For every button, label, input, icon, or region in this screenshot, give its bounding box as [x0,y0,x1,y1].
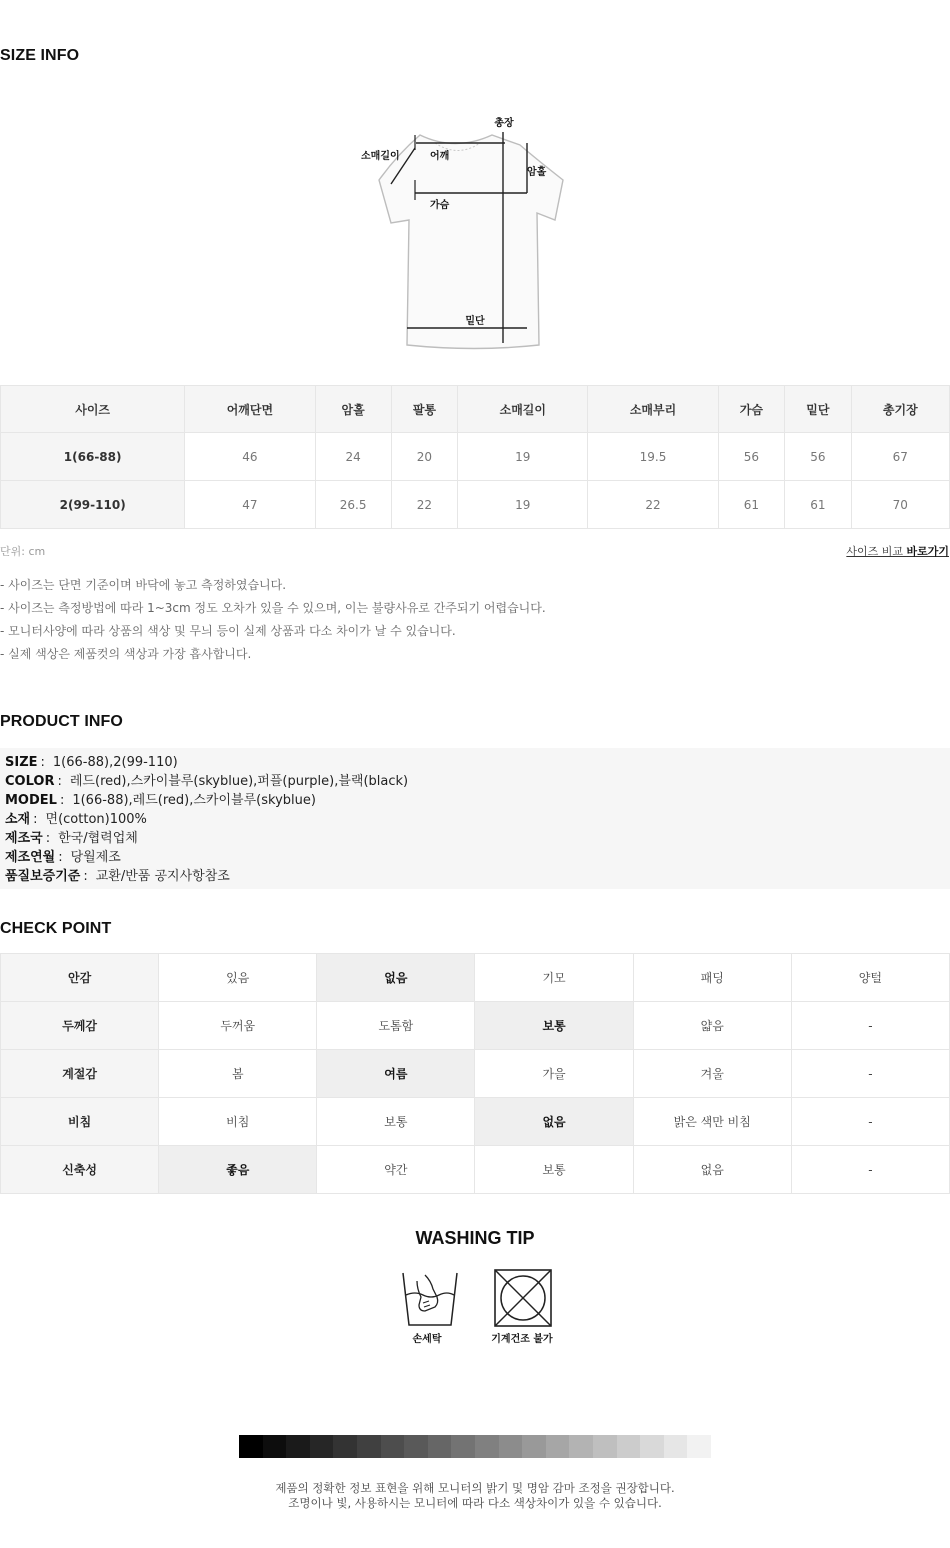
grayscale-swatch [475,1435,499,1458]
grayscale-swatch [664,1435,688,1458]
grayscale-swatch [499,1435,523,1458]
product-info-row [5,791,950,810]
check-option: 비침 [159,1098,317,1146]
check-option: - [791,1146,949,1194]
check-point-table [0,953,950,1194]
product-info-row [5,753,950,772]
check-option: 도톰함 [317,1002,475,1050]
note-item: - 모니터사양에 따라 상품의 색상 및 무늬 등이 실제 상품과 다소 차이가 날 수 있습니다. [0,624,456,638]
table-cell: 19 [458,433,588,481]
size-compare-prefix: 사이즈 비교 [846,545,903,558]
grayscale-swatch [569,1435,593,1458]
grayscale-swatch [593,1435,617,1458]
grayscale-swatch [617,1435,641,1458]
table-cell: 56 [785,433,851,481]
info-value: 1(66-88),2(99-110) [52,755,178,770]
info-label: COLOR [5,774,55,789]
table-cell: 70 [851,481,949,529]
grayscale-swatch [451,1435,475,1458]
size-label-cell: 1(66-88) [1,433,185,481]
check-row-head: 두께감 [1,1002,159,1050]
hand-wash-icon [395,1267,465,1329]
check-option: 없음 [475,1098,633,1146]
grayscale-swatch [310,1435,334,1458]
table-cell: 22 [391,481,457,529]
table-cell: 19.5 [588,433,718,481]
check-option: 봄 [159,1050,317,1098]
check-point-title: CHECK POINT [0,920,112,937]
table-cell: 67 [851,433,949,481]
info-value: 한국/협력업체 [58,831,138,846]
info-label: 품질보증기준 [5,869,81,884]
washing-tip-title: WASHING TIP [415,1228,535,1248]
check-row [1,1002,950,1050]
grayscale-swatch [333,1435,357,1458]
grayscale-swatch [428,1435,452,1458]
table-cell: 26.5 [315,481,391,529]
table-row [1,433,950,481]
info-separator: : [83,869,88,884]
info-separator: : [45,831,51,846]
product-info-row [5,772,950,791]
table-cell: 61 [785,481,851,529]
table-cell: 47 [185,481,315,529]
check-option: 기모 [475,954,633,1002]
product-info-row [5,810,950,829]
label-shoulder: 어깨 [430,151,450,162]
check-option: 패딩 [633,954,791,1002]
label-armhole: 암홀 [527,167,547,178]
size-info-title: SIZE INFO [0,47,80,64]
monitor-notice [0,1481,950,1511]
table-cell: 24 [315,433,391,481]
header-cell: 소매부리 [588,386,718,433]
label-chest: 가슴 [430,200,450,211]
check-option: 얇음 [633,1002,791,1050]
info-label: 소재 [5,812,31,827]
table-cell: 20 [391,433,457,481]
check-option: 약간 [317,1146,475,1194]
info-separator: : [40,755,45,770]
note-item: - 사이즈는 측정방법에 따라 1~3cm 정도 오차가 있을 수 있으며, 이는 불량사유로 간주되기 어렵습니다. [0,601,546,615]
info-label: 제조국 [5,831,43,846]
info-label: 제조연월 [5,850,56,865]
info-separator: : [33,812,38,827]
product-info-row [5,867,950,886]
product-info-box [0,748,950,889]
garment-measurement-diagram [355,110,575,355]
size-compare-go: 바로가기 [906,545,949,558]
info-label: SIZE [5,755,38,770]
header-cell: 어깨단면 [185,386,315,433]
table-row [1,481,950,529]
size-label-cell: 2(99-110) [1,481,185,529]
info-value: 1(66-88),레드(red),스카이블루(skyblue) [72,793,316,808]
header-cell: 팔통 [391,386,457,433]
product-info-row [5,848,950,867]
check-option: 없음 [317,954,475,1002]
label-sleeve-length: 소매길이 [361,151,400,162]
grayscale-calibration-strip [239,1435,711,1458]
header-cell: 소매길이 [458,386,588,433]
header-cell: 밑단 [785,386,851,433]
check-row-head: 안감 [1,954,159,1002]
grayscale-swatch [263,1435,287,1458]
check-row [1,1050,950,1098]
size-compare-link[interactable] [846,543,949,559]
info-separator: : [58,850,63,865]
product-info-row [5,829,950,848]
check-option: 보통 [475,1146,633,1194]
check-option: 양털 [791,954,949,1002]
unit-label: 단위: cm [0,545,46,558]
no-tumble-dry-label: 기계건조 불가 [491,1334,553,1345]
check-option: 여름 [317,1050,475,1098]
header-cell: 암홀 [315,386,391,433]
check-option: 겨울 [633,1050,791,1098]
info-separator: : [57,774,62,789]
check-row-head: 계절감 [1,1050,159,1098]
check-option: 보통 [317,1098,475,1146]
header-cell: 총기장 [851,386,949,433]
header-cell: 가슴 [718,386,784,433]
info-separator: : [59,793,65,808]
check-row [1,954,950,1002]
label-total-length: 총장 [494,118,514,129]
info-value: 당월제조 [70,850,121,865]
check-option: 밝은 색만 비침 [633,1098,791,1146]
hand-wash-label: 손세탁 [412,1334,442,1345]
table-cell: 19 [458,481,588,529]
check-option: - [791,1050,949,1098]
header-cell: 사이즈 [1,386,185,433]
check-option: 두꺼움 [159,1002,317,1050]
product-info-title: PRODUCT INFO [0,713,123,730]
size-table [0,385,950,529]
table-cell: 56 [718,433,784,481]
grayscale-swatch [286,1435,310,1458]
grayscale-swatch [404,1435,428,1458]
grayscale-swatch [381,1435,405,1458]
size-table-header [1,386,950,433]
info-value: 면(cotton)100% [45,812,147,827]
grayscale-swatch [546,1435,570,1458]
grayscale-swatch [687,1435,711,1458]
check-row-head: 신축성 [1,1146,159,1194]
check-option: 보통 [475,1002,633,1050]
check-row-head: 비침 [1,1098,159,1146]
note-item: - 실제 색상은 제품컷의 색상과 가장 흡사합니다. [0,647,252,661]
monitor-notice-line1: 제품의 정확한 정보 표현을 위해 모니터의 밝기 및 명암 감마 조정을 권장합니다. [275,1481,675,1495]
check-option: 가을 [475,1050,633,1098]
info-value: 교환/반품 공지사항참조 [95,869,230,884]
info-label: MODEL [5,793,57,808]
check-row [1,1098,950,1146]
check-option: 있음 [159,954,317,1002]
no-tumble-dry-icon [488,1267,558,1329]
monitor-notice-line2: 조명이나 빛, 사용하시는 모니터에 따라 다소 색상차이가 있을 수 있습니다. [288,1496,662,1510]
table-cell: 61 [718,481,784,529]
check-option: 좋음 [159,1146,317,1194]
size-notes [0,574,546,666]
check-option: - [791,1002,949,1050]
label-hem: 밑단 [465,316,485,327]
grayscale-swatch [640,1435,664,1458]
grayscale-swatch [239,1435,263,1458]
table-cell: 46 [185,433,315,481]
table-cell: 22 [588,481,718,529]
grayscale-swatch [522,1435,546,1458]
check-option: - [791,1098,949,1146]
check-option: 없음 [633,1146,791,1194]
check-row [1,1146,950,1194]
note-item: - 사이즈는 단면 기준이며 바닥에 놓고 측정하였습니다. [0,578,287,592]
grayscale-swatch [357,1435,381,1458]
info-value: 레드(red),스카이블루(skyblue),퍼플(purple),블랙(black) [69,774,409,789]
